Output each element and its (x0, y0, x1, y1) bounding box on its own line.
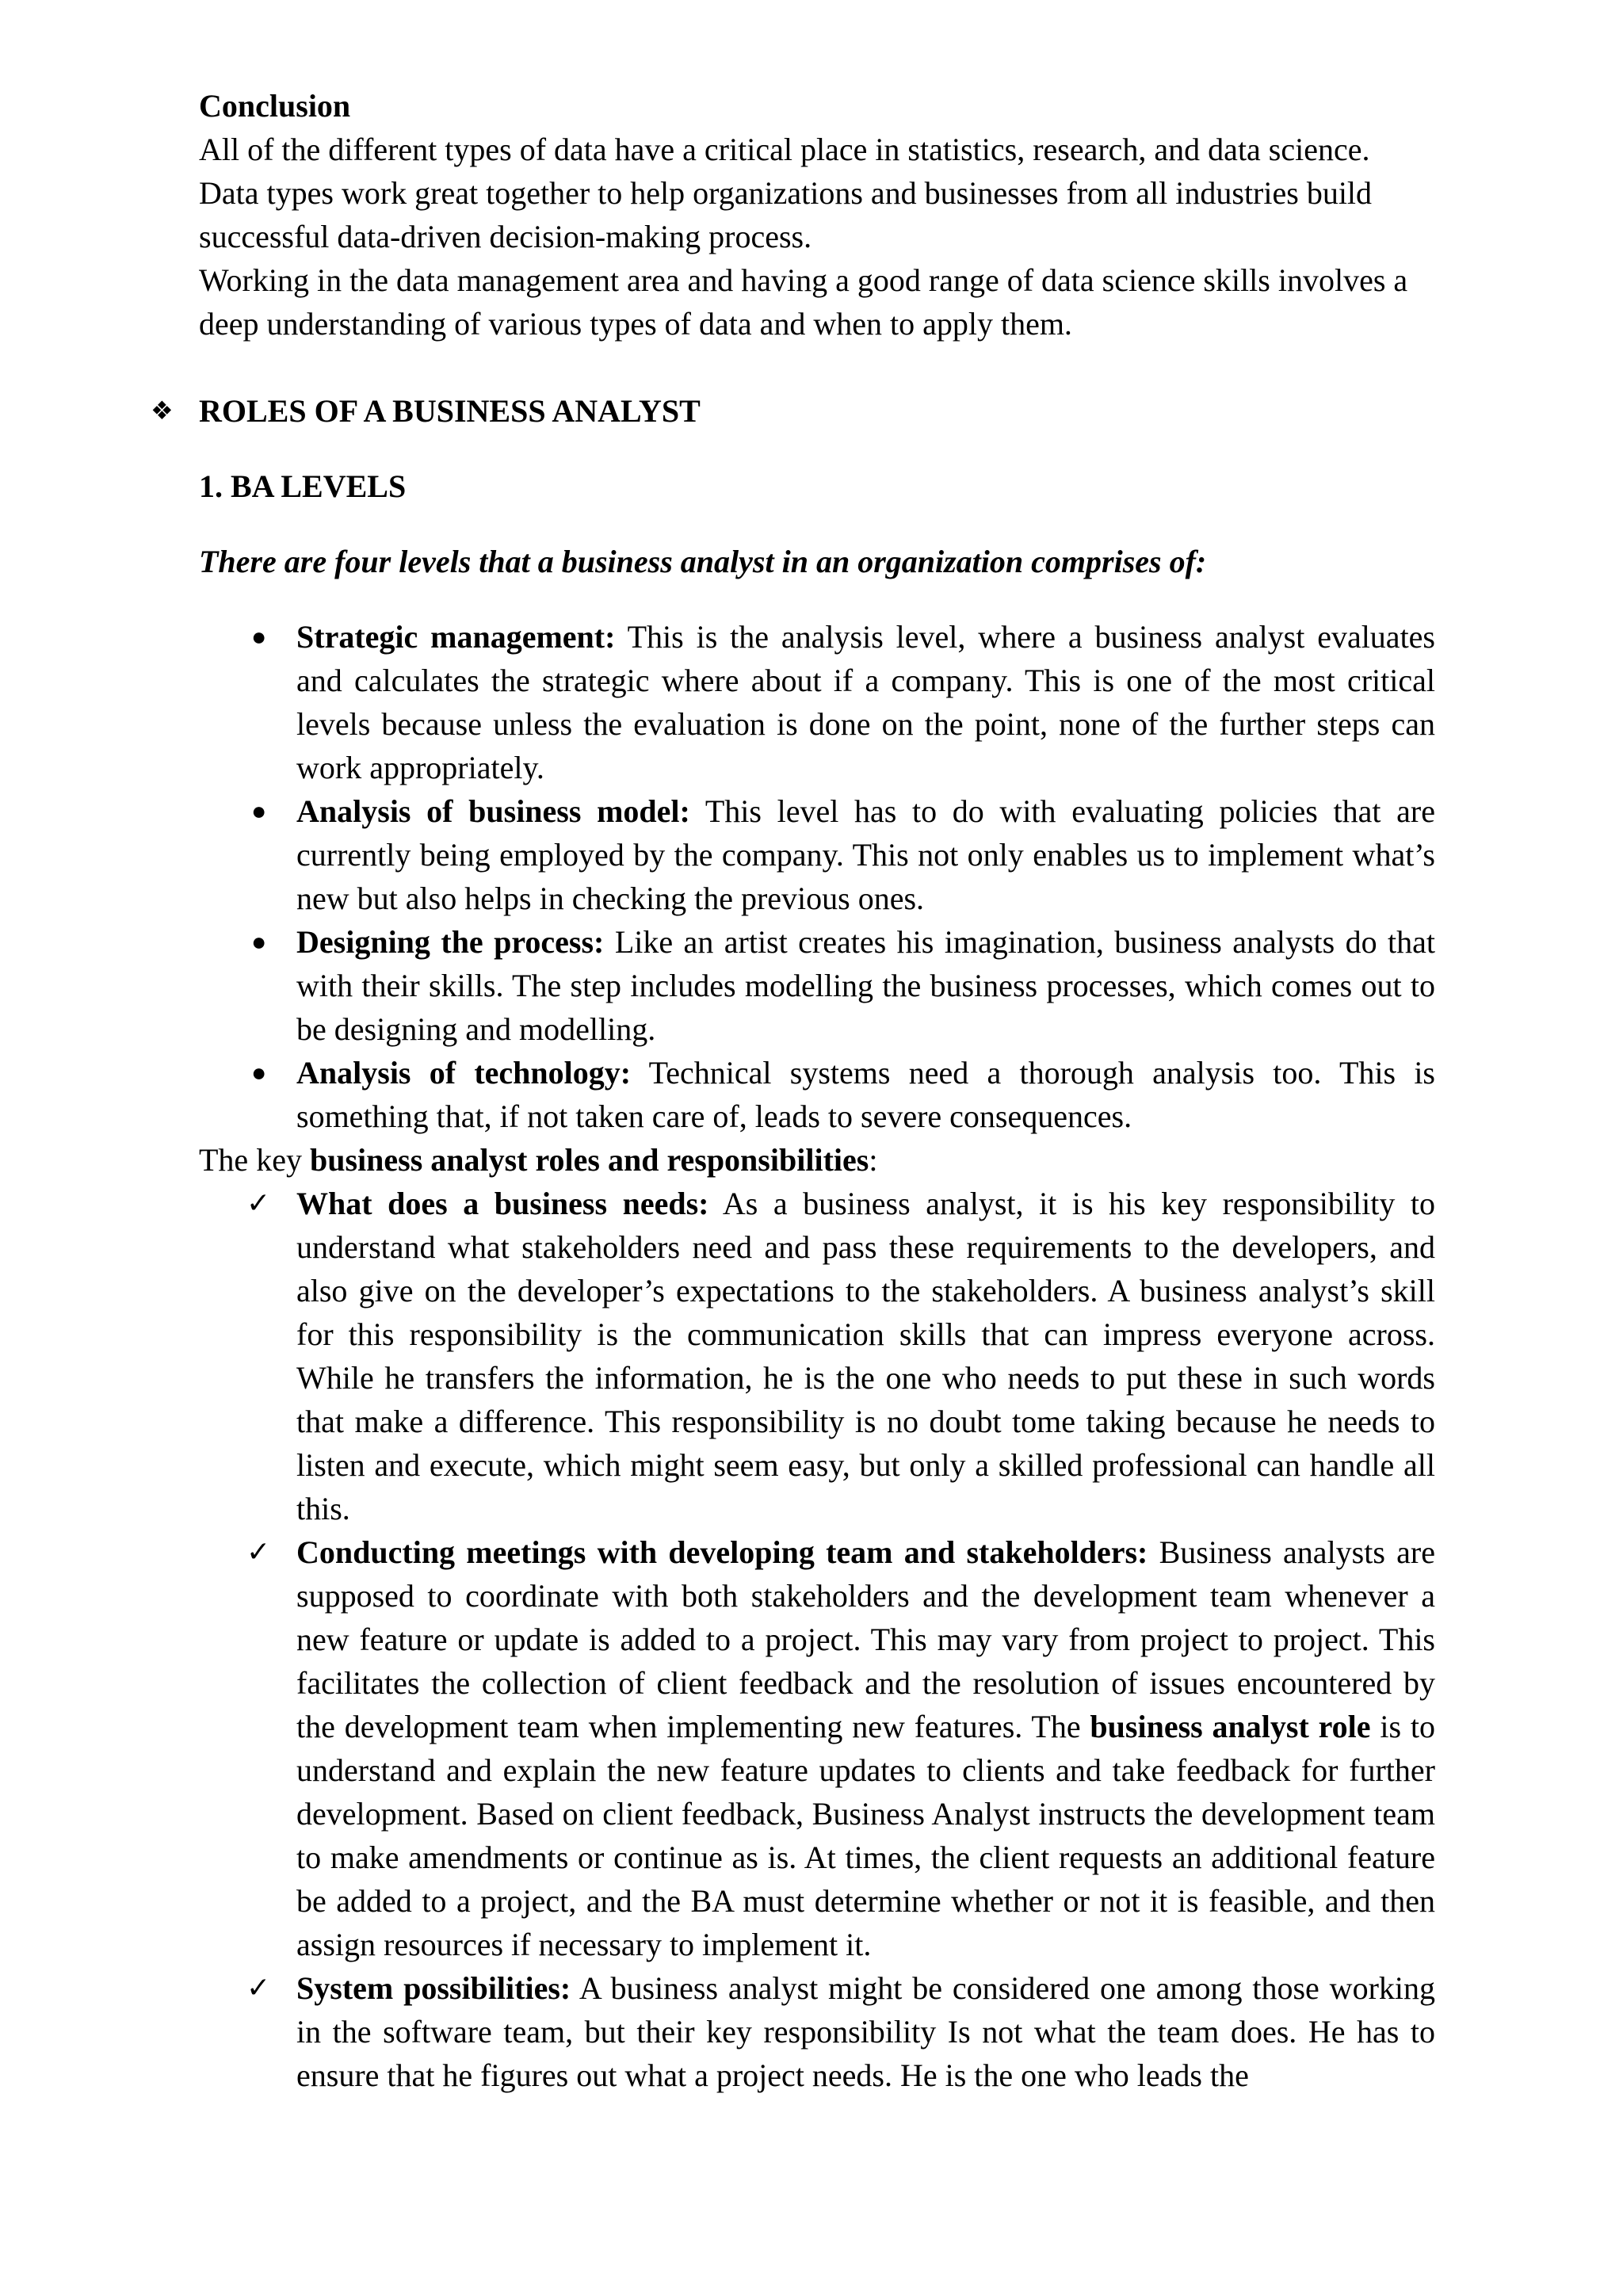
conclusion-paragraph: All of the different types of data have a critical place in statistics, research, and data science. Data types work great together to help organizations and businesses from all industries build successful data-driven decision-making process. (199, 132, 1373, 254)
list-item (251, 789, 1436, 920)
list-item-term: Designing the process: (296, 924, 605, 960)
key-roles-intro (199, 1138, 1435, 1182)
list-item (246, 1182, 1436, 1530)
list-item-text: This level has to do with evaluating policies that are currently being employed by the company. This not only enables us to implement what’s new but also helps in checking the previous ones. (296, 793, 1436, 916)
list-item (251, 615, 1435, 789)
list-item-term: What does a business needs: (296, 1186, 709, 1221)
diamond-bullet-icon: ❖ (151, 396, 174, 425)
responsibilities-list (199, 1182, 1435, 2097)
bullet-icon: ● (251, 797, 267, 825)
subsection-heading: 1. BA LEVELS (199, 468, 407, 504)
list-item-text: Like an artist creates his imagination, business analysts do that with their skills. The step includes modelling the business processes, which comes out to be designing and modelling. (296, 924, 1436, 1047)
checkmark-icon: ✓ (246, 1187, 271, 1220)
list-item-term: System possibilities: (296, 1970, 571, 2006)
list-item-text: Technical systems need a thorough analysis too. This is something that, if not taken care of, leads to severe consequences. (296, 1055, 1435, 1134)
checkmark-icon: ✓ (246, 1536, 271, 1568)
list-item-term: Conducting meetings with developing team and stakeholders: (296, 1534, 1148, 1570)
list-item-text: Business analysts are supposed to coordinate with both stakeholders and the development team whenever a new feature or update is added to a project. This may vary from project to project. This facilitates the collection of client feedback and the resolution of issues encountered by the development team when implementing new features. The (296, 1534, 1435, 1744)
list-item-text: A business analyst might be considered one among those working in the software team, but their key responsibility Is not what the team does. He has to ensure that he figures out what a project needs. He is the one who leads the (296, 1970, 1435, 2093)
list-item-term: Analysis of business model: (296, 793, 690, 829)
list-item (246, 1966, 1435, 2097)
list-item-text-continued: is to understand and explain the new feature updates to clients and take feedback for further development. Based on client feedback, Business Analyst instructs the development team to make amendments or continue as is. At times, the client requests an additional feature be added to a project, and the BA must determine whether or not it is feasible, and then assign resources if necessary to implement it. (296, 1709, 1435, 1962)
conclusion-paragraph: Working in the data management area and having a good range of data science skills involves a deep understanding of various types of data and when to apply them. (199, 262, 1408, 342)
page-content (151, 84, 1436, 2097)
levels-list (199, 615, 1435, 1138)
bullet-icon: ● (251, 927, 267, 956)
list-item-term: Analysis of technology: (296, 1055, 632, 1091)
bullet-icon: ● (251, 622, 267, 651)
key-roles-prefix: The key (199, 1142, 310, 1178)
list-item (251, 920, 1436, 1051)
key-roles-suffix: : (869, 1142, 878, 1178)
conclusion-heading: Conclusion (199, 88, 351, 124)
list-item-text: As a business analyst, it is his key responsibility to understand what stakeholders need and pass these requirements to the developers, and also give on the developer’s expectations to the stakeholders. A business analyst’s skill for this responsibility is the communication skills that can impress everyone across. While he transfers the information, he is the one who needs to put these in such words that make a difference. This responsibility is no doubt tome taking because he needs to listen and execute, which might seem easy, but only a skilled professional can handle all this. (296, 1186, 1436, 1526)
section-heading-text: ROLES OF A BUSINESS ANALYST (199, 393, 701, 429)
inline-bold-term: business analyst role (1090, 1709, 1371, 1744)
checkmark-icon: ✓ (246, 1972, 271, 2004)
list-item-term: Strategic management: (296, 619, 616, 655)
key-roles-bold: business analyst roles and responsibilities (309, 1142, 869, 1178)
list-item-text: This is the analysis level, where a business analyst evaluates and calculates the strategic where about if a company. This is one of the most critical levels because unless the evaluation is done on the point, none of the further steps can work appropriately. (296, 619, 1435, 785)
levels-intro: There are four levels that a business analyst in an organization comprises of: (199, 544, 1207, 579)
list-item (246, 1530, 1435, 1966)
list-item (251, 1051, 1435, 1138)
section-heading (151, 389, 1435, 433)
bullet-icon: ● (251, 1058, 267, 1087)
